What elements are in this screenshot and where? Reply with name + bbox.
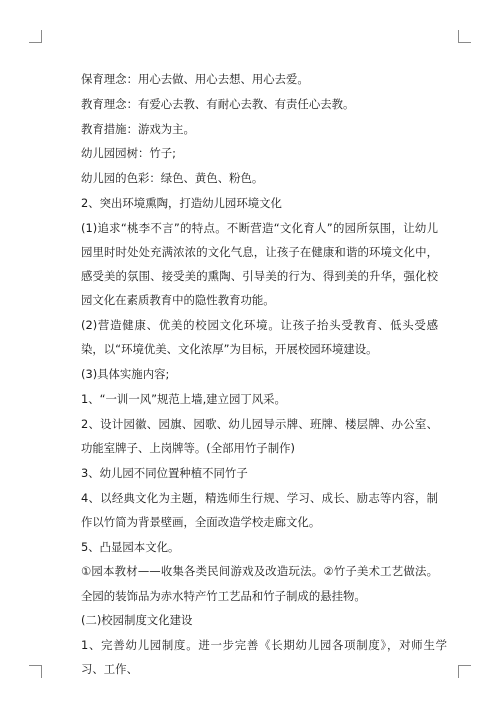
list-item-motto: 1、“一训一风”规范上墙,建立园丁风采。 xyxy=(81,391,286,406)
paragraph-item-1: (1)追求“桃李不言”的特点。不断营造“文化育人”的园所氛围，让幼儿园里时时处处充满浓浓的文化气息，让孩子在健康和谐的环境文化中，感受美的氛围、接受美的熏陶、引导美的行为、得到美的升华，强化校园文化在素质教育中的隐性教育功能。 xyxy=(81,220,438,308)
list-item-bamboo-planting: 3、幼儿园不同位置种植不同竹子 xyxy=(81,465,248,480)
crop-mark-bottom-right xyxy=(458,665,471,678)
heading-institution-culture: (二)校园制度文化建设 xyxy=(81,613,193,628)
paragraph-improve-rules: 1、完善幼儿园制度。进一步完善《长期幼儿园各项制度》，对师生学习、工作、 xyxy=(81,638,447,677)
list-item-signage: 2、设计园徽、园旗、园歌、幼儿园导示牌、班牌、楼层牌、办公室、功能室牌子、上岗牌等。(全部用竹子制作) xyxy=(81,416,438,455)
paragraph-school-materials: ①园本教材——收集各类民间游戏及改造玩法。②竹子美术工艺做法。全园的装饰品为赤水特产竹工艺品和竹子制成的悬挂物。 xyxy=(81,564,438,603)
paragraph-item-2: (2)营造健康、优美的校园文化环境。让孩子抬头受教育、低头受感染，以“环境优美、文化浓厚”为目标，开展校园环境建设。 xyxy=(81,318,438,357)
document-body xyxy=(81,67,447,682)
list-item-corridor-culture: 4、以经典文化为主题，精选师生行规、学习、成长、励志等内容，制作以竹简为背景壁画，全面改造学校走廊文化。 xyxy=(81,490,438,529)
crop-mark-top-right xyxy=(458,30,471,43)
heading-environment-culture: 2、突出环境熏陶，打造幼儿园环境文化 xyxy=(81,195,282,210)
paragraph-education-measures: 教育措施：游戏为主。 xyxy=(81,121,195,136)
paragraph-education-philosophy: 教育理念：有爱心去教、有耐心去教、有责任心去教。 xyxy=(81,96,355,111)
paragraph-care-philosophy: 保育理念：用心去做、用心去想、用心去爱。 xyxy=(81,72,309,86)
paragraph-kindergarten-tree: 幼儿园园树：竹子; xyxy=(81,146,176,161)
list-item-school-culture: 5、凸显园本文化。 xyxy=(81,539,180,554)
paragraph-kindergarten-colors: 幼儿园的色彩：绿色、黄色、粉色。 xyxy=(81,171,264,186)
crop-mark-bottom-left xyxy=(29,665,42,678)
crop-mark-top-left xyxy=(29,30,42,43)
paragraph-item-3: (3)具体实施内容; xyxy=(81,367,170,382)
